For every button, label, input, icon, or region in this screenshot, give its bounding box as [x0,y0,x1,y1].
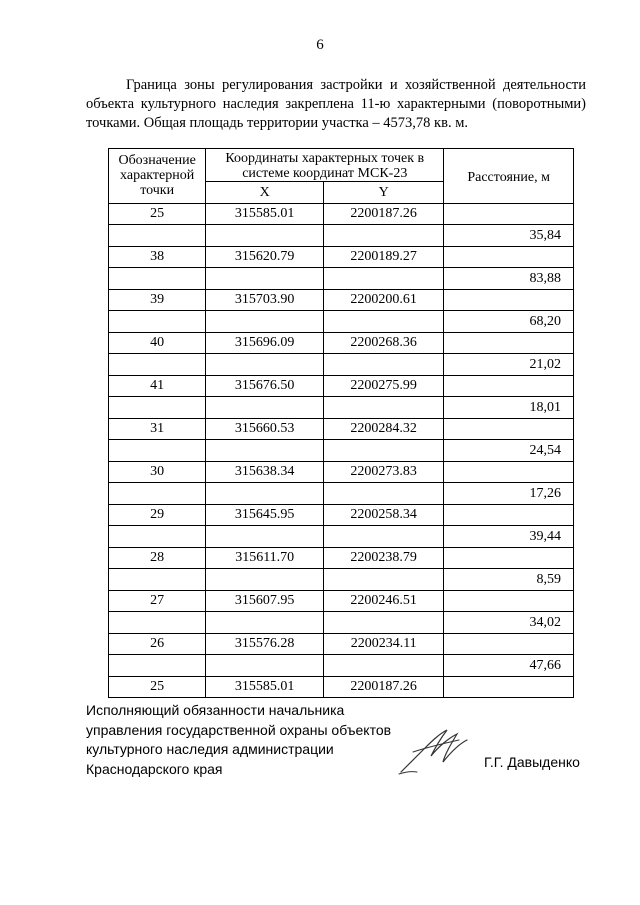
y-coord-cell: 2200234.11 [324,633,444,655]
distance-row [109,440,574,462]
point-id-cell: 27 [109,590,206,612]
y-coord-cell [324,311,444,333]
distance-cell: 34,02 [444,612,574,634]
intro-paragraph: Граница зоны регулирования застройки и хозяйственной деятельности объекта культурного наследия закреплена 11-ю характерными (поворотными) точками. Общая площадь территории участка – 4573,78 кв. м. [86,77,586,131]
y-coord-cell [324,569,444,591]
distance-cell: 21,02 [444,354,574,376]
point-row [109,590,574,612]
header-x: X [206,182,324,204]
point-id-cell [109,354,206,376]
header-distance: Расстояние, м [444,149,574,204]
signer-name: Г.Г. Давыденко [484,754,580,770]
x-coord-cell [206,483,324,505]
header-y: Y [324,182,444,204]
point-id-cell: 38 [109,246,206,268]
distance-cell [444,332,574,354]
distance-row [109,225,574,247]
distance-cell [444,203,574,225]
point-row [109,676,574,698]
signature-block [86,701,406,779]
coordinates-table [108,148,574,698]
y-coord-cell: 2200187.26 [324,203,444,225]
y-coord-cell [324,655,444,677]
distance-row [109,483,574,505]
point-id-cell [109,268,206,290]
distance-cell [444,547,574,569]
distance-cell: 17,26 [444,483,574,505]
distance-row [109,526,574,548]
distance-cell: 18,01 [444,397,574,419]
signer-title-line: Исполняющий обязанности начальника [86,702,345,718]
point-id-cell [109,225,206,247]
x-coord-cell: 315638.34 [206,461,324,483]
distance-cell: 68,20 [444,311,574,333]
y-coord-cell: 2200189.27 [324,246,444,268]
x-coord-cell [206,569,324,591]
y-coord-cell: 2200246.51 [324,590,444,612]
distance-cell: 39,44 [444,526,574,548]
x-coord-cell: 315620.79 [206,246,324,268]
x-coord-cell: 315585.01 [206,203,324,225]
x-coord-cell: 315585.01 [206,676,324,698]
point-row [109,633,574,655]
y-coord-cell [324,397,444,419]
y-coord-cell [324,354,444,376]
y-coord-cell: 2200275.99 [324,375,444,397]
distance-cell [444,246,574,268]
table-header-row [109,149,574,182]
point-id-cell: 28 [109,547,206,569]
y-coord-cell: 2200258.34 [324,504,444,526]
y-coord-cell: 2200238.79 [324,547,444,569]
point-id-cell: 30 [109,461,206,483]
distance-cell [444,633,574,655]
point-row [109,246,574,268]
point-id-cell [109,655,206,677]
x-coord-cell [206,612,324,634]
distance-cell [444,504,574,526]
x-coord-cell: 315660.53 [206,418,324,440]
y-coord-cell: 2200200.61 [324,289,444,311]
distance-cell: 47,66 [444,655,574,677]
y-coord-cell [324,440,444,462]
point-row [109,289,574,311]
x-coord-cell: 315696.09 [206,332,324,354]
x-coord-cell [206,440,324,462]
page-number: 6 [316,37,324,53]
y-coord-cell: 2200273.83 [324,461,444,483]
point-id-cell [109,612,206,634]
distance-row [109,397,574,419]
y-coord-cell: 2200268.36 [324,332,444,354]
distance-cell [444,676,574,698]
distance-row [109,655,574,677]
point-row [109,461,574,483]
x-coord-cell: 315576.28 [206,633,324,655]
point-id-cell: 39 [109,289,206,311]
distance-cell: 35,84 [444,225,574,247]
x-coord-cell [206,354,324,376]
distance-cell [444,590,574,612]
distance-cell [444,418,574,440]
y-coord-cell: 2200284.32 [324,418,444,440]
signer-title-line: культурного наследия администрации [86,741,334,757]
signer-title-line: управления государственной охраны объектов [86,721,392,738]
x-coord-cell: 315703.90 [206,289,324,311]
header-point: Обозначение характерной точки [109,149,206,204]
point-row [109,203,574,225]
point-id-cell: 26 [109,633,206,655]
x-coord-cell: 315676.50 [206,375,324,397]
point-id-cell: 40 [109,332,206,354]
header-coords: Координаты характерных точек в системе координат МСК-23 [206,149,444,182]
point-row [109,375,574,397]
distance-row [109,569,574,591]
x-coord-cell [206,225,324,247]
point-id-cell [109,397,206,419]
point-id-cell: 31 [109,418,206,440]
point-id-cell: 25 [109,203,206,225]
point-row [109,547,574,569]
point-id-cell: 29 [109,504,206,526]
point-id-cell: 41 [109,375,206,397]
x-coord-cell: 315611.70 [206,547,324,569]
distance-cell [444,461,574,483]
x-coord-cell: 315645.95 [206,504,324,526]
x-coord-cell [206,655,324,677]
distance-cell [444,375,574,397]
distance-cell: 8,59 [444,569,574,591]
distance-row [109,311,574,333]
point-row [109,332,574,354]
point-id-cell [109,483,206,505]
x-coord-cell: 315607.95 [206,590,324,612]
point-row [109,418,574,440]
x-coord-cell [206,268,324,290]
x-coord-cell [206,526,324,548]
point-id-cell: 25 [109,676,206,698]
point-id-cell [109,526,206,548]
y-coord-cell [324,526,444,548]
point-id-cell [109,440,206,462]
point-row [109,504,574,526]
handwritten-signature-icon [395,722,475,777]
y-coord-cell: 2200187.26 [324,676,444,698]
distance-row [109,354,574,376]
point-id-cell [109,569,206,591]
y-coord-cell [324,483,444,505]
distance-cell [444,289,574,311]
x-coord-cell [206,311,324,333]
distance-row [109,268,574,290]
x-coord-cell [206,397,324,419]
signer-title-line: Краснодарского края [86,760,223,777]
y-coord-cell [324,225,444,247]
y-coord-cell [324,612,444,634]
distance-cell: 24,54 [444,440,574,462]
table-body [109,203,574,698]
point-id-cell [109,311,206,333]
distance-row [109,612,574,634]
y-coord-cell [324,268,444,290]
distance-cell: 83,88 [444,268,574,290]
